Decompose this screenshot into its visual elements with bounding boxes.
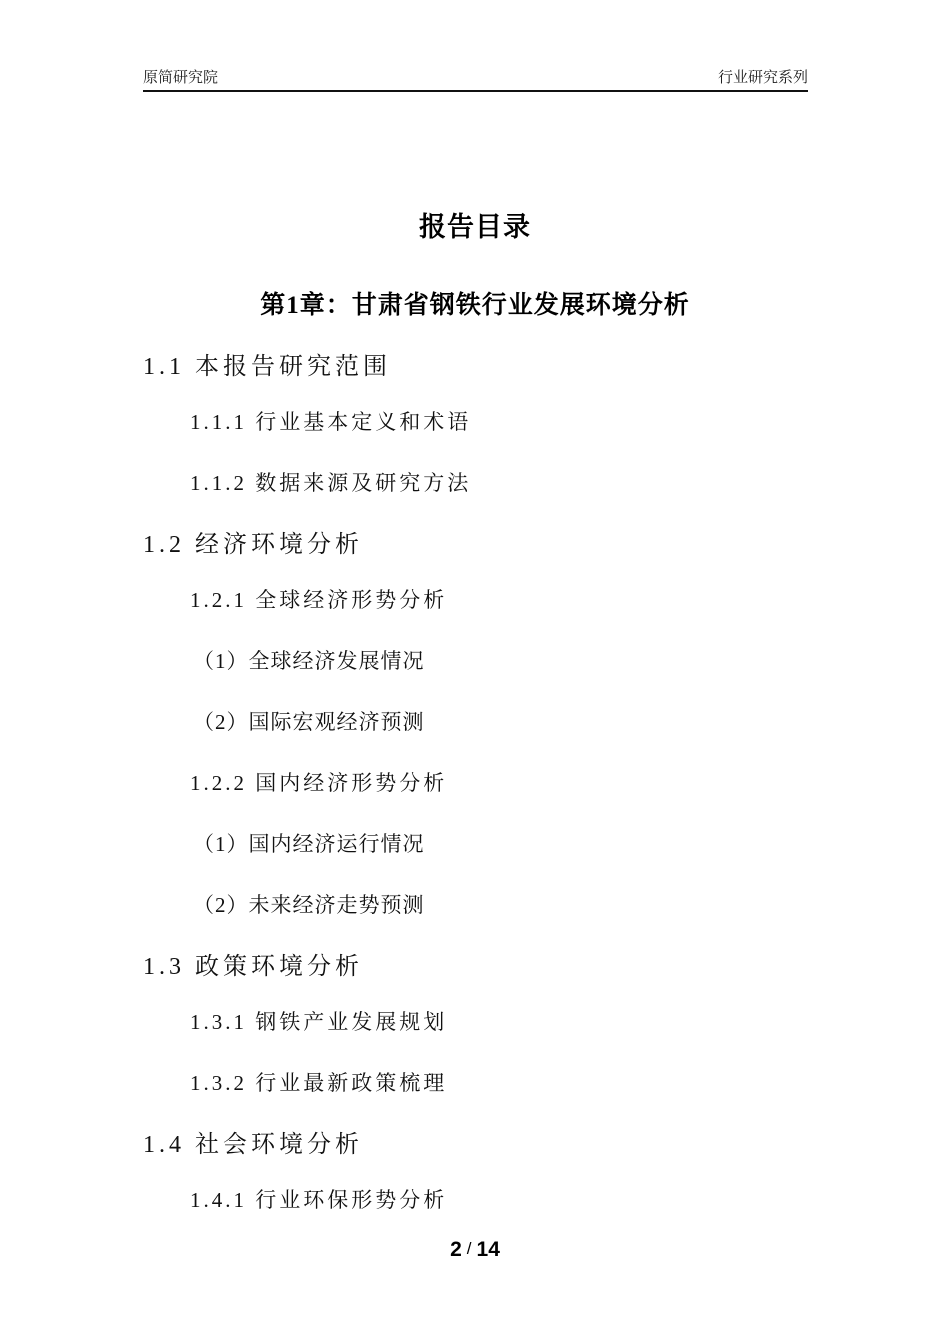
page-number-total: 14: [476, 1238, 500, 1261]
toc-entry-1-2-2: 1.2.2 国内经济形势分析: [190, 771, 448, 795]
header-org-name: 原简研究院: [143, 69, 219, 86]
page-number-separator: /: [466, 1239, 472, 1258]
page-header: [143, 0, 808, 90]
page-footer: [0, 1238, 950, 1262]
toc-entry-1-3: 1.3 政策环境分析: [143, 954, 363, 980]
toc-entry-1-3-1: 1.3.1 钢铁产业发展规划: [190, 1010, 448, 1034]
toc-entry-1-4-1: 1.4.1 行业环保形势分析: [190, 1188, 448, 1212]
toc-entry-1-2-2-p1: （1）国内经济运行情况: [193, 832, 425, 856]
toc-entry-1-2-1-p2: （2）国际宏观经济预测: [193, 710, 425, 734]
toc-entry-1-1: 1.1 本报告研究范围: [143, 354, 391, 380]
toc-list: [143, 355, 820, 1211]
toc-entry-1-2: 1.2 经济环境分析: [143, 532, 363, 558]
toc-entry-1-2-2-p2: （2）未来经济走势预测: [193, 893, 425, 917]
toc-entry-1-3-2: 1.3.2 行业最新政策梳理: [190, 1071, 448, 1095]
header-series-name: 行业研究系列: [717, 69, 808, 86]
chapter-1-heading: 第1章：甘肃省钢铁行业发展环境分析: [260, 292, 690, 319]
report-toc-title: 报告目录: [419, 212, 531, 242]
toc-entry-1-1-1: 1.1.1 行业基本定义和术语: [190, 410, 472, 434]
toc-entry-1-2-1: 1.2.1 全球经济形势分析: [190, 588, 448, 612]
toc-entry-1-2-1-p1: （1）全球经济发展情况: [193, 649, 425, 673]
page-number-current: 2: [450, 1238, 462, 1261]
toc-entry-1-4: 1.4 社会环境分析: [143, 1132, 363, 1158]
toc-entry-1-1-2: 1.1.2 数据来源及研究方法: [190, 471, 472, 495]
header-divider: [143, 90, 808, 92]
